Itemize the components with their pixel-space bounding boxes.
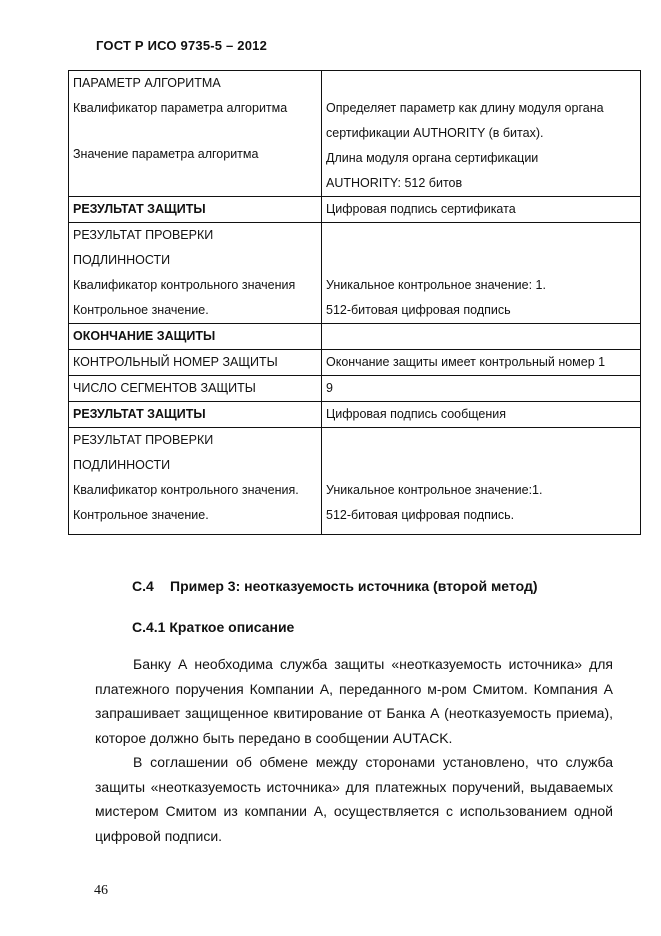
cell-text: Длина модуля органа сертификации	[326, 151, 539, 165]
table-row	[69, 197, 641, 223]
cell-text: Квалификатор контрольного значения.	[73, 483, 299, 497]
cell-text: AUTHORITY: 512 битов	[326, 176, 463, 190]
cell-text: Значение параметра алгоритма	[73, 147, 259, 161]
section-heading	[132, 578, 538, 594]
cell-text: Контрольное значение.	[73, 508, 209, 522]
table-cell-right	[322, 71, 641, 197]
cell-text: РЕЗУЛЬТАТ ПРОВЕРКИ	[73, 228, 214, 242]
cell-text: ПОДЛИННОСТИ	[73, 458, 171, 472]
cell-text: 512-битовая цифровая подпись	[326, 303, 511, 317]
cell-text: ПОДЛИННОСТИ	[73, 253, 171, 267]
table-cell-left	[69, 223, 322, 324]
table-cell-right	[322, 324, 641, 350]
paragraph: В соглашении об обмене между сторонами установлено, что служба защиты «неотказуемость источника» для платежных поручений, выдаваемых мистером Смитом из компании А, осуществляется с использованием одной цифровой подписи.	[95, 754, 613, 844]
table-cell-right: Цифровая подпись сообщения	[322, 402, 641, 428]
section-title-text: Пример 3: неотказуемость источника (второй метод)	[170, 578, 538, 594]
document-header: ГОСТ Р ИСО 9735-5 – 2012	[96, 38, 267, 53]
cell-text: Определяет параметр как длину модуля органа	[326, 101, 604, 115]
table-cell-left	[69, 71, 322, 197]
table-row	[69, 428, 641, 535]
table-row	[69, 402, 641, 428]
table-cell-left: ЧИСЛО СЕГМЕНТОВ ЗАЩИТЫ	[69, 376, 322, 402]
table-cell-left: КОНТРОЛЬНЫЙ НОМЕР ЗАЩИТЫ	[69, 350, 322, 376]
cell-text: Контрольное значение.	[73, 303, 209, 317]
table-row	[69, 71, 641, 197]
table-cell-left: РЕЗУЛЬТАТ ЗАЩИТЫ	[69, 197, 322, 223]
subsection-heading: С.4.1 Краткое описание	[132, 619, 295, 635]
cell-text: Уникальное контрольное значение: 1.	[326, 278, 546, 292]
page-number: 46	[94, 883, 108, 898]
cell-text: Квалификатор контрольного значения	[73, 278, 296, 292]
table-row	[69, 376, 641, 402]
cell-text: РЕЗУЛЬТАТ ПРОВЕРКИ	[73, 433, 214, 447]
table-row	[69, 223, 641, 324]
section-number: С.4	[132, 578, 154, 594]
table-cell-left	[69, 428, 322, 535]
cell-text: 512-битовая цифровая подпись.	[326, 508, 515, 522]
body-text	[95, 652, 613, 848]
table-cell-right	[322, 428, 641, 535]
cell-text: ПАРАМЕТР АЛГОРИТМА	[73, 76, 221, 90]
table-row	[69, 324, 641, 350]
paragraph: Банку А необходима служба защиты «неотказуемость источника» для платежного поручения Компании А, переданного м-ром Смитом. Компания А запрашивает защищенное квитирование от Банка А (неотказуемость приема), которое должно быть передано в сообщении AUTACK.	[95, 656, 613, 746]
table-cell-right: 9	[322, 376, 641, 402]
table-row	[69, 350, 641, 376]
table-cell-left: ОКОНЧАНИЕ ЗАЩИТЫ	[69, 324, 322, 350]
cell-text: Квалификатор параметра алгоритма	[73, 101, 288, 115]
table-cell-left: РЕЗУЛЬТАТ ЗАЩИТЫ	[69, 402, 322, 428]
cell-text: сертификации AUTHORITY (в битах).	[326, 126, 544, 140]
table-cell-right	[322, 223, 641, 324]
table-cell-right: Окончание защиты имеет контрольный номер 1	[322, 350, 641, 376]
table-cell-right: Цифровая подпись сертификата	[322, 197, 641, 223]
specification-table	[68, 70, 641, 535]
cell-text: Уникальное контрольное значение:1.	[326, 483, 543, 497]
